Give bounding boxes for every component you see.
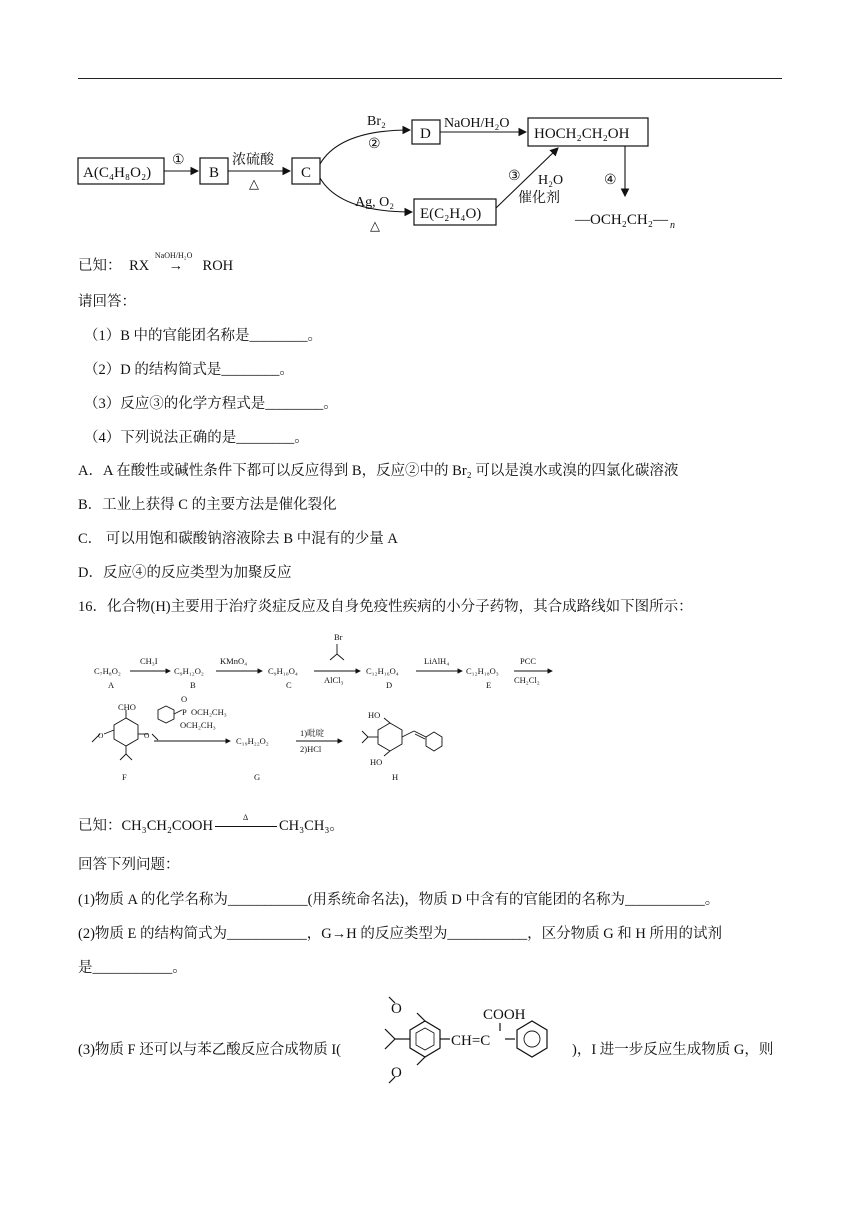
label-B: B (190, 680, 196, 690)
q16-intro: 16．化合物(H)主要用于治疗炎症反应及自身免疫性疾病的小分子药物，其合成路线如下图所示： (78, 599, 693, 615)
header-rule (78, 78, 782, 79)
known2-lhs: CH₃CH₂COOH (121, 818, 213, 834)
I-chc: CH=C (451, 1033, 491, 1049)
heat-symbol-2: △ (370, 218, 380, 233)
reagent-pcc: PCC (520, 656, 537, 666)
reagent-alcl3: AlCl₃ (324, 675, 344, 685)
known2-heat: Δ (242, 813, 249, 822)
compound-A: A(C₄H₈O₂) (83, 165, 152, 181)
reagent-pyridine: 1)吡啶 (300, 728, 325, 738)
step-3-label: ③ (508, 169, 521, 184)
reagent-hcl: 2)HCl (300, 744, 322, 754)
svg-text:O: O (98, 731, 104, 740)
I-cooh: COOH (483, 1007, 526, 1023)
step-4-label: ④ (604, 173, 617, 188)
q15-prompt: 请回答： (78, 294, 136, 310)
I-methoxy-o-top: O (391, 1001, 402, 1017)
q15-option-a: A．A 在酸性或碱性条件下都可以反应得到 B，反应②中的 Br₂ 可以是溴水或溴的四氯化碳溶液 (78, 463, 679, 479)
compound-glycol: HOCH₂CH₂OH (534, 126, 630, 142)
polymer-n: n (670, 220, 675, 231)
svg-text:O: O (144, 731, 150, 740)
known-statement-2: 已知：CH₃CH₂COOH Δ CH₃CH₃。 (78, 816, 344, 836)
reagent-kmno4: KMnO₄ (220, 656, 248, 666)
structure-phosphonate (158, 706, 182, 723)
phos-oet-1: OCH₂CH₃ (191, 707, 227, 717)
known-cond-naoh: NaOH/H₂O (154, 251, 193, 260)
label-F: F (122, 772, 127, 782)
H-ho-bottom: HO (370, 757, 383, 767)
step-1-label: ① (172, 153, 185, 168)
label-C: C (286, 680, 292, 690)
reagent-ag-o2: Ag, O₂ (355, 195, 395, 210)
q16-question-3-end: )，I 进一步反应生成物质 G，则 (572, 1042, 774, 1058)
reagent-catalyst: 催化剂 (518, 191, 560, 206)
known-lhs-rx: RX (129, 258, 150, 274)
polymer-formula: —OCH₂CH₂— (575, 212, 668, 228)
structure-H (362, 718, 442, 756)
label-G: G (254, 772, 261, 782)
q16-prompt: 回答下列问题： (78, 857, 180, 873)
reagent-ch2cl2: CH₂Cl₂ (514, 675, 540, 685)
compound-E: E(C₂H₄O) (420, 206, 482, 222)
q16-question-3-start: (3)物质 F 还可以与苯乙酸反应合成物质 I( (78, 1042, 342, 1058)
q16-question-2-line2: 是___________。 (78, 960, 187, 976)
reagent-br2: Br₂ (367, 114, 386, 129)
compound-D: D (420, 126, 431, 142)
F-cho: CHO (118, 702, 136, 712)
q16-question-1: (1)物质 A 的化学名称为___________(用系统命名法)，物质 D 中含有的官能团的名称为___________。 (78, 892, 720, 908)
q15-question-2: （2）D 的结构简式是________。 (84, 362, 294, 378)
step-2-label: ② (368, 137, 381, 152)
label-D: D (386, 680, 393, 690)
reaction-scheme-2 (78, 630, 598, 790)
heat-symbol-1: △ (249, 176, 259, 191)
phos-oet-2: OCH₂CH₃ (180, 720, 216, 730)
H-ho-top: HO (368, 710, 381, 720)
q15-option-b: B．工业上获得 C 的主要方法是催化裂化 (78, 497, 337, 513)
formula-B: C₉H₁₂O₂ (174, 666, 204, 676)
reagent-h2o: H₂O (538, 173, 564, 188)
phos-o: O (181, 694, 188, 704)
formula-C: C₉H₁₀O₄ (268, 666, 298, 676)
reaction-scheme-1 (70, 100, 690, 240)
known-arrow: → (168, 258, 184, 274)
phos-p: P (182, 707, 187, 717)
q15-question-4: （4）下列说法正确的是________。 (84, 430, 309, 446)
formula-D: C₁₂H₁₆O₄ (366, 666, 399, 676)
q16-question-2-line1: (2)物质 E 的结构简式为___________，G→H 的反应类型为___________，区分物质 G 和 H 所用的试剂 (78, 926, 723, 942)
label-H: H (392, 772, 399, 782)
compound-B: B (209, 165, 220, 181)
label-E: E (486, 680, 492, 690)
I-methoxy-o-bottom: O (391, 1065, 402, 1081)
label-A: A (108, 680, 115, 690)
known2-rhs: CH₃CH₃。 (278, 818, 344, 834)
q15-option-d: D．反应④的反应类型为加聚反应 (78, 565, 292, 581)
known-rhs-roh: ROH (202, 258, 234, 274)
reagent-naoh-h2o: NaOH/H₂O (444, 116, 510, 131)
q15-question-1: （1）B 中的官能团名称是________。 (84, 328, 323, 344)
formula-G: C₁₉H₂₂O₂ (236, 736, 269, 746)
reagent-ch3i: CH₃I (140, 656, 158, 666)
q15-option-c: C． 可以用饱和碳酸钠溶液除去 B 中混有的少量 A (78, 531, 398, 547)
q15-question-3: （3）反应③的化学方程式是________。 (84, 396, 338, 412)
reagent-lialh4: LiAlH₄ (424, 656, 450, 666)
compound-C: C (301, 165, 312, 181)
formula-E: C₁₂H₁₈O₃ (466, 666, 499, 676)
formula-A: C₇H₈O₂ (94, 666, 121, 676)
known-statement-1: 已知： RX NaOH/H₂O → ROH (78, 256, 233, 276)
condition-conc-h2so4: 浓硫酸 (232, 153, 274, 168)
reagent-isopropyl-br: Br (334, 632, 343, 642)
structure-I (355, 995, 570, 1085)
